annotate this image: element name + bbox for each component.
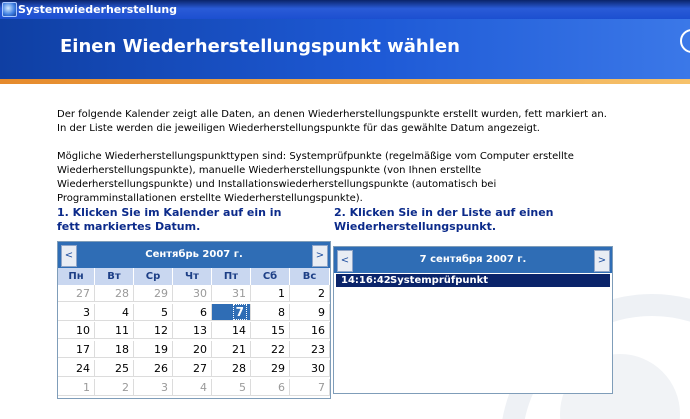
weekday-header-5: Сб	[251, 268, 290, 285]
header-banner	[0, 19, 690, 79]
calendar-day[interactable]	[173, 285, 212, 302]
calendar-day[interactable]	[251, 379, 290, 396]
calendar[interactable]	[57, 241, 331, 399]
calendar-day[interactable]	[212, 322, 251, 339]
list-date-title: 7 сентября 2007 г.	[419, 254, 527, 265]
restore-point-type: Systemprüfpunkt	[390, 275, 489, 286]
calendar-day[interactable]	[134, 360, 173, 377]
calendar-day[interactable]	[290, 285, 330, 302]
calendar-day-number: 19	[154, 343, 168, 357]
restore-point-time: 14:16:42	[341, 275, 391, 286]
calendar-day[interactable]	[58, 304, 95, 321]
list-item[interactable]	[336, 274, 610, 287]
calendar-day[interactable]	[251, 304, 290, 321]
system-restore-icon	[2, 2, 17, 17]
calendar-day-number: 3	[83, 305, 90, 319]
calendar-day-number: 10	[76, 324, 90, 338]
calendar-day-number: 5	[161, 305, 168, 319]
calendar-day-number: 22	[271, 343, 285, 357]
calendar-day-number: 15	[271, 324, 285, 338]
calendar-day[interactable]	[134, 322, 173, 339]
calendar-day-number: 13	[193, 324, 207, 338]
list-prev-day-button[interactable]: <	[337, 250, 353, 272]
calendar-day[interactable]	[290, 322, 330, 339]
title-bar	[0, 0, 690, 19]
calendar-day-number: 29	[154, 287, 168, 300]
calendar-day-number: 28	[232, 361, 246, 375]
calendar-header	[58, 242, 330, 268]
calendar-day[interactable]	[290, 304, 330, 321]
calendar-day[interactable]	[134, 341, 173, 358]
calendar-day[interactable]	[212, 379, 251, 396]
calendar-day-number: 28	[115, 287, 129, 300]
calendar-day-number: 8	[278, 305, 285, 319]
calendar-day[interactable]	[58, 341, 95, 358]
calendar-weekday-row	[58, 268, 330, 285]
weekday-header-4: Пт	[212, 268, 251, 285]
calendar-day-number: 6	[200, 305, 207, 319]
list-header	[334, 247, 612, 273]
calendar-day-number: 30	[311, 361, 325, 375]
calendar-day[interactable]	[173, 341, 212, 358]
calendar-day-number: 20	[193, 343, 207, 357]
calendar-day[interactable]	[95, 285, 134, 302]
calendar-day[interactable]	[290, 379, 330, 396]
calendar-day-number: 7	[318, 380, 325, 394]
intro-paragraph-1: Der folgende Kalender zeigt alle Daten, an denen Wiederherstellungspunkte erstellt wurden, fett markiert an. In der Liste werden die jeweiligen Wiederherstellungspunkte für das gewählte Datum angezeigt.	[57, 109, 607, 134]
step-1-label: 1. Klicken Sie im Kalender auf ein in fett markiertes Datum.	[57, 206, 282, 233]
step-2-label: 2. Klicken Sie in der Liste auf einen Wiederherstellungspunkt.	[334, 206, 554, 233]
calendar-day[interactable]	[58, 360, 95, 377]
calendar-month-title: Сентябрь 2007 г.	[145, 249, 243, 260]
calendar-day[interactable]	[58, 379, 95, 396]
list-next-day-button[interactable]: >	[594, 250, 610, 272]
calendar-day-number: 18	[115, 343, 129, 357]
calendar-day[interactable]	[173, 304, 212, 321]
calendar-day[interactable]	[95, 360, 134, 377]
calendar-day-number: 27	[193, 361, 207, 375]
calendar-day-number: 1	[278, 287, 285, 300]
calendar-day-number: 31	[232, 287, 246, 300]
calendar-day-number: 29	[271, 361, 285, 375]
page-title: Einen Wiederherstellungspunkt wählen	[60, 36, 460, 57]
calendar-day[interactable]	[173, 379, 212, 396]
calendar-day-number: 17	[76, 343, 90, 357]
calendar-day[interactable]	[290, 341, 330, 358]
calendar-day[interactable]	[173, 322, 212, 339]
calendar-day-number: 26	[154, 361, 168, 375]
intro-paragraph-2: Mögliche Wiederherstellungspunkttypen sind: Systemprüfpunkte (regelmäßige vom Computer erstellte Wiederherstellungspunkte), manuelle Wiederherstellungspunkte (von Ihnen erstellte Wiederherstellungspunkte) und Installationswiederherstellungspunkte (automatisch bei Programminstallationen erstellte Wiederherstellungspunkte).	[57, 151, 574, 204]
calendar-day[interactable]	[251, 285, 290, 302]
calendar-day-number: 6	[278, 380, 285, 394]
calendar-day[interactable]	[290, 360, 330, 377]
calendar-day-number: 3	[161, 380, 168, 394]
calendar-day[interactable]	[212, 341, 251, 358]
calendar-day[interactable]	[58, 285, 95, 302]
calendar-day[interactable]	[134, 379, 173, 396]
calendar-day[interactable]	[95, 379, 134, 396]
calendar-day[interactable]	[134, 304, 173, 321]
calendar-day-number: 7	[235, 304, 244, 319]
calendar-day-selected[interactable]	[212, 304, 251, 321]
calendar-day-number: 9	[318, 305, 325, 319]
calendar-day[interactable]	[212, 285, 251, 302]
calendar-day-number: 27	[76, 287, 90, 300]
calendar-day[interactable]	[134, 285, 173, 302]
calendar-day-number: 1	[83, 380, 90, 394]
calendar-next-month-button[interactable]: >	[312, 245, 328, 267]
calendar-day-number: 2	[318, 287, 325, 300]
calendar-day[interactable]	[212, 360, 251, 377]
calendar-day[interactable]	[95, 304, 134, 321]
calendar-day[interactable]	[173, 360, 212, 377]
calendar-prev-month-button[interactable]: <	[61, 245, 77, 267]
calendar-day-number: 23	[311, 343, 325, 357]
calendar-day-number: 4	[200, 380, 207, 394]
calendar-day-number: 2	[122, 380, 129, 394]
calendar-day-number: 24	[76, 361, 90, 375]
calendar-day-number: 21	[232, 343, 246, 357]
weekday-header-1: Вт	[95, 268, 134, 285]
calendar-day-number: 12	[154, 324, 168, 338]
calendar-day-number: 14	[232, 324, 246, 338]
window-title: Systemwiederherstellung	[18, 3, 178, 16]
weekday-header-6: Вс	[290, 268, 330, 285]
calendar-day[interactable]	[95, 322, 134, 339]
restore-point-list[interactable]	[333, 246, 613, 394]
calendar-day-number: 5	[239, 380, 246, 394]
calendar-day-number: 4	[122, 305, 129, 319]
weekday-header-3: Чт	[173, 268, 212, 285]
calendar-day[interactable]	[58, 322, 95, 339]
calendar-day[interactable]	[251, 341, 290, 358]
calendar-day[interactable]	[95, 341, 134, 358]
calendar-day-number: 16	[311, 324, 325, 338]
weekday-header-0: Пн	[58, 268, 95, 285]
weekday-header-2: Ср	[134, 268, 173, 285]
help-icon[interactable]	[680, 29, 690, 53]
calendar-day-number: 11	[115, 324, 129, 338]
calendar-day-number: 25	[115, 361, 129, 375]
calendar-day[interactable]	[251, 322, 290, 339]
calendar-day-number: 30	[193, 287, 207, 300]
calendar-day[interactable]	[251, 360, 290, 377]
